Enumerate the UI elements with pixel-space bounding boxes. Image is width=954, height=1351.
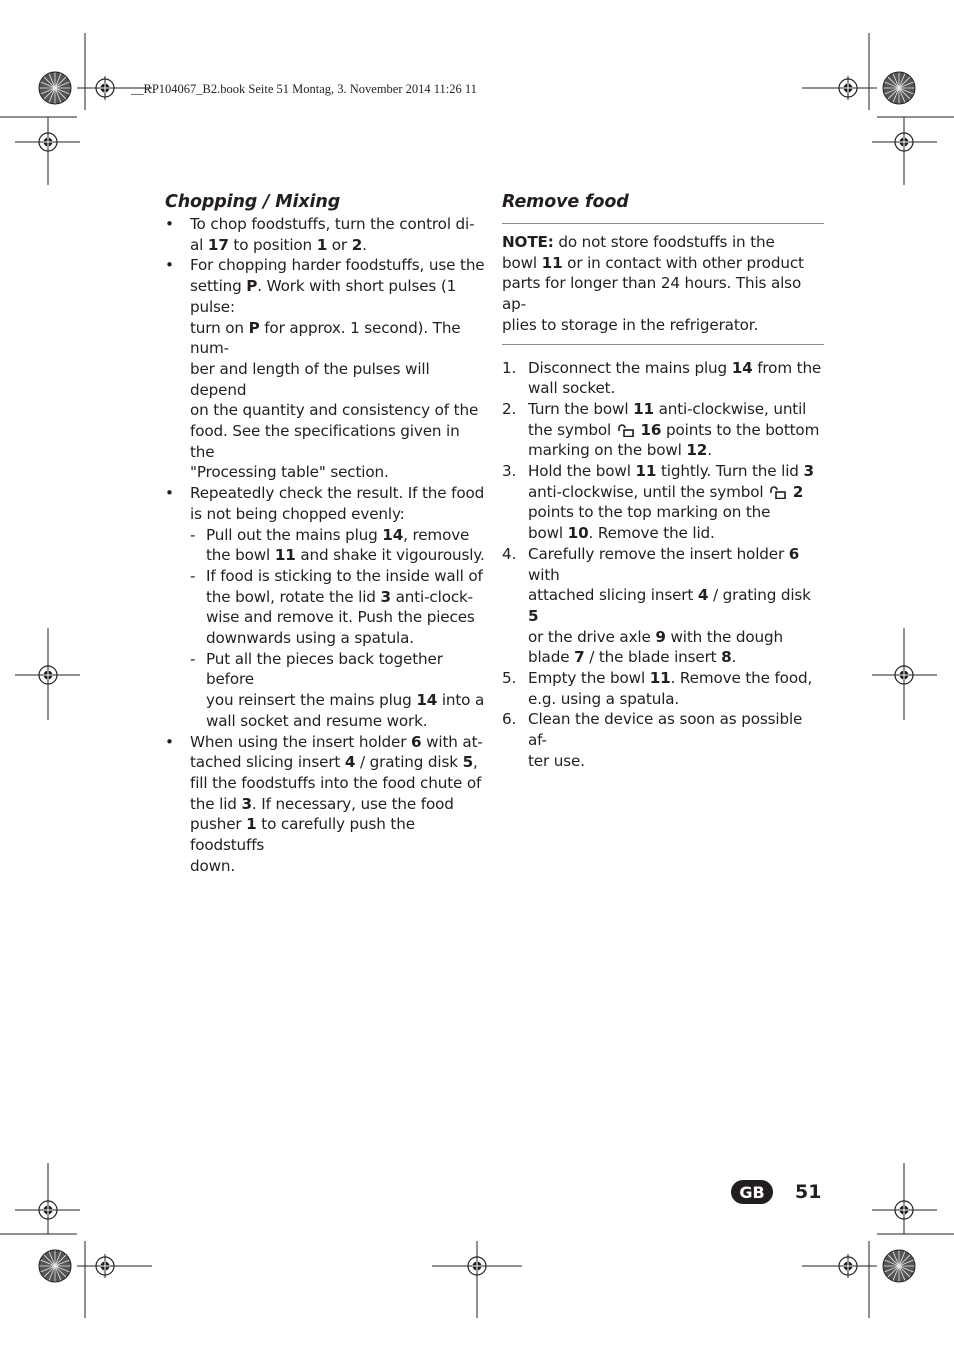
country-badge: GB	[731, 1180, 773, 1204]
print-file-info: __RP104067_B2.book Seite 51 Montag, 3. November 2014 11:26 11	[131, 82, 477, 96]
bullet-item: • When using the insert holder 6 with at- tached slicing insert 4 / grating disk 5, fill the foodstuffs into the food chute of the lid 3. If necessary, use the food pusher 1 to carefully push the foodstuffs down.	[165, 732, 483, 875]
unlock-icon	[768, 485, 788, 499]
note-box: NOTE: do not store foodstuffs in the bowl 11 or in contact with other product parts for longer than 24 hours. This also ap- plies to storage in the refrigerator.	[502, 233, 804, 334]
step-item: 3. Hold the bowl 11 tightly. Turn the lid 3 anti-clockwise, until the symbol 2 points to the top marking on the bowl 10. Remove the lid.	[502, 462, 814, 543]
bullet-icon: •	[165, 484, 174, 503]
section-remove-food	[502, 190, 824, 772]
bullet-icon: •	[165, 215, 174, 233]
dash-icon: -	[190, 649, 196, 668]
heading-remove-food: Remove food	[502, 192, 629, 212]
step-item: 2. Turn the bowl 11 anti-clockwise, until the symbol 16 points to the bottom marking on the bowl 12.	[502, 399, 820, 460]
step-item: 4. Carefully remove the insert holder 6 with attached slicing insert 4 / grating disk 5 or the drive axle 9 with the dough blade 7 / the blade insert 8.	[502, 544, 811, 667]
bullet-item: • For chopping harder foodstuffs, use the setting P. Work with short pulses (1 pulse: turn on P for approx. 1 second). The num- ber and length of the pulses will depend on the quantity and consistency of the food. See the specifications given in the "Processing table" section.	[165, 256, 485, 482]
bullet-item: • To chop foodstuffs, turn the control di- al 17 to position 1 or 2.	[165, 215, 475, 254]
page-number: 51	[795, 1181, 822, 1203]
sub-item: - If food is sticking to the inside wall of the bowl, rotate the lid 3 anti-clock- wise and remove it. Push the pieces downwards using a spatula.	[190, 566, 483, 648]
sub-item: - Pull out the mains plug 14, remove the bowl 11 and shake it vigourously.	[190, 525, 485, 565]
heading-chopping-mixing: Chopping / Mixing	[165, 192, 341, 212]
unlock-icon	[616, 423, 636, 437]
bullet-icon: •	[165, 256, 174, 275]
dash-icon: -	[190, 525, 196, 544]
divider	[502, 344, 824, 345]
note-label: NOTE:	[502, 233, 554, 251]
bullet-icon: •	[165, 732, 174, 751]
step-item: 5. Empty the bowl 11. Remove the food, e.g. using a spatula.	[502, 669, 813, 708]
bullet-item: • Repeatedly check the result. If the food is not being chopped evenly:	[165, 484, 485, 523]
page-footer	[731, 1178, 821, 1206]
section-chopping-mixing	[165, 190, 485, 877]
step-item: 1. Disconnect the mains plug 14 from the wall socket.	[502, 358, 822, 398]
sub-item: - Put all the pieces back together before you reinsert the mains plug 14 into a wall socket and resume work.	[190, 649, 485, 730]
step-item: 6. Clean the device as soon as possible af- ter use.	[502, 710, 803, 770]
dash-icon: -	[190, 566, 196, 585]
